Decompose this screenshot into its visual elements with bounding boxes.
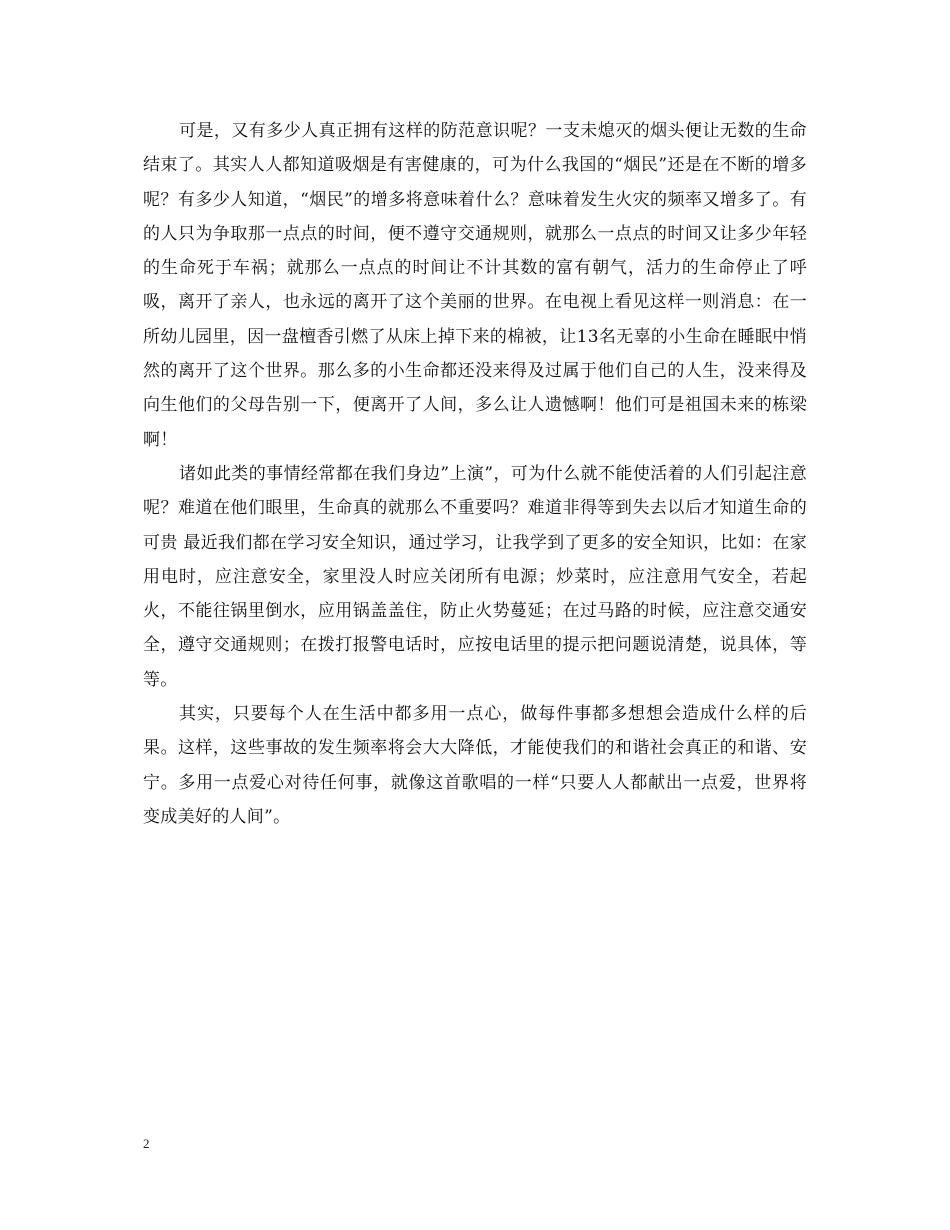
paragraph-3: 其实，只要每个人在生活中都多用一点心，做每件事都多想想会造成什么样的后果。这样，这些事故的发生频率将会大大降低，才能使我们的和谐社会真正的和谐、安宁。多用一点爱心对待任何事，就像这首歌唱的一样“只要人人都献出一点爱，世界将变成美好的人间”。 <box>143 704 807 827</box>
paragraph-2: 诸如此类的事情经常都在我们身边”上演”，可为什么就不能使活着的人们引起注意呢？难道在他们眼里，生命真的就那么不重要吗？难道非得等到失去以后才知道生命的可贵 最近我们都在学习安全知识，通过学习，让我学到了更多的安全知识，比如：在家用电时，应注意安全，家里没人时应关闭所有电源；炒菜时，应注意用气安全，若起火，不能往锅里倒水，应用锅盖盖住，防止火势蔓延；在过马路的时候，应注意交通安全，遵守交通规则；在拨打报警电话时，应按电话里的提示把问题说清楚，说具体，等等。 <box>143 463 807 690</box>
paragraph-1: 可是，又有多少人真正拥有这样的防范意识呢？一支未熄灭的烟头便让无数的生命结束了。其实人人都知道吸烟是有害健康的，可为什么我国的“烟民”还是在不断的增多呢？有多少人知道，“烟民”的增多将意味着什么？意味着发生火灾的频率又增多了。有的人只为争取那一点点的时间，便不遵守交通规则，就那么一点点的时间又让多少年轻的生命死于车祸；就那么一点点的时间让不计其数的富有朝气，活力的生命停止了呼吸，离开了亲人，也永远的离开了这个美丽的世界。在电视上看见这样一则消息：在一所幼儿园里，因一盘檀香引燃了从床上掉下来的棉被，让13名无辜的小生命在睡眠中悄然的离开了这个世界。那么多的小生命都还没来得及过属于他们自己的人生，没来得及向生他们的父母告别一下，便离开了人间，多么让人遗憾啊！他们可是祖国未来的栋梁啊！ <box>143 121 807 450</box>
document-body <box>143 114 807 834</box>
page-number: 2 <box>143 1136 150 1151</box>
